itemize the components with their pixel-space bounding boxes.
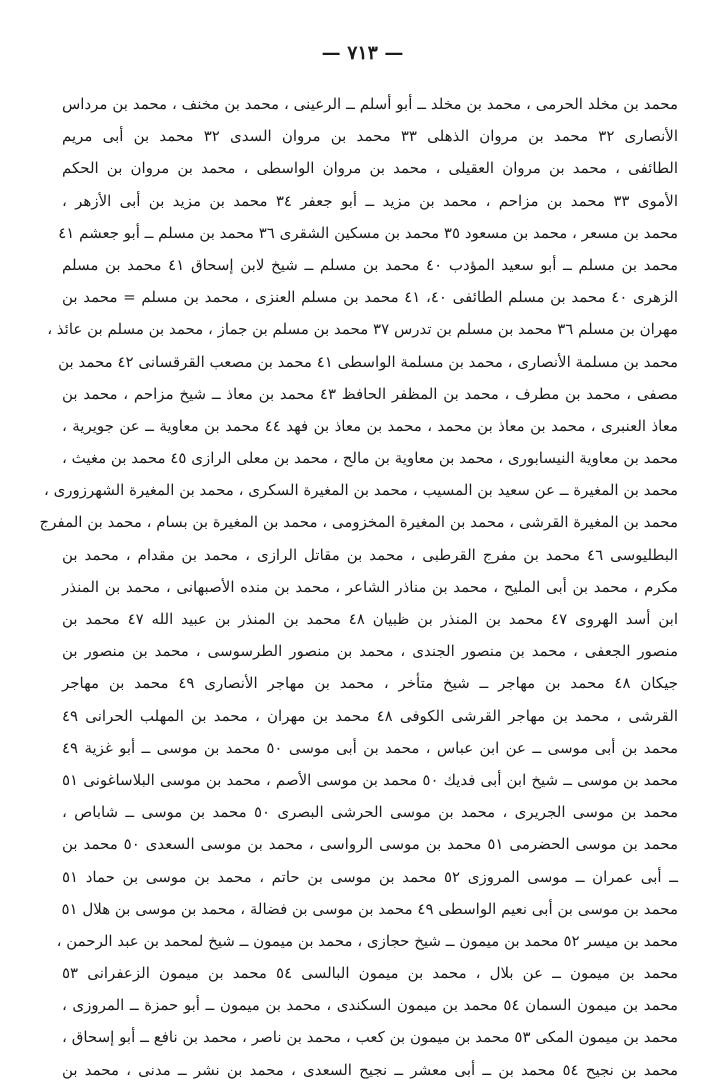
index-line: محمد بن مخلد الحرمى ، محمد بن مخلد ــ أبو أسلم ــ الرعينى ، محمد بن مخنف ، محمد بن مرداس <box>62 95 678 113</box>
index-line: محمد بن المغيرة ــ عن سعيد بن المسيب ، محمد بن المغيرة السكرى ، محمد بن المغيرة الشهرزورى ، <box>43 481 678 500</box>
index-line: منصور الجعفى ، محمد بن منصور الجندى ، محمد بن منصور الطرسوسى ، محمد بن منصور بن <box>62 642 678 661</box>
index-line: مكرم ، محمد بن أبى المليح ، محمد بن مناذر الشاعر ، محمد بن منده الأصبهانى ، محمد بن المنذر <box>62 577 678 596</box>
index-line: ــ أبى عمران ــ موسى المروزى ٥٢ محمد بن موسى بن حاتم ، محمد بن موسى بن حماد ٥١ <box>62 867 678 886</box>
index-line: مهران بن مسلم ٣٦ محمد بن مسلم بن تدرس ٣٧ محمد بن مسلم بن جماز ، محمد بن مسلم بن عائذ ، <box>47 320 678 339</box>
index-line: محمد بن نجيح ٥٤ محمد بن ــ أبى معشر ــ نجيح السعدى ، محمد بن نشر ــ مدنى ، محمد بن <box>62 1060 678 1079</box>
index-line: محمد بن موسى ــ شيخ ابن أبى فديك ٥٠ محمد بن موسى الأصم ، محمد بن موسى البلاساغونى ٥١ <box>62 770 678 789</box>
index-line: محمد بن موسى الجريرى ، محمد بن موسى الحرشى البصرى ٥٠ محمد بن موسى ــ شاباص ، <box>62 803 679 822</box>
index-line: محمد بن ميمون ــ عن بلال ، محمد بن ميمون البالسى ٥٤ محمد بن ميمون الزعفرانى ٥٣ <box>62 964 678 983</box>
index-line: الزهرى ٤٠ محمد بن مسلم الطائفى ٤٠، ٤١ محمد بن مسلم العنزى ، محمد بن مسلم = محمد بن <box>62 288 678 307</box>
index-line: محمد بن معاوية النيسابورى ، محمد بن معاوية بن مالح ، محمد بن معلى الرازى ٤٥ محمد بن مغيث ، <box>62 449 678 468</box>
index-line: ابن أسد الهروى ٤٧ محمد بن المنذر بن ظبيان ٤٨ محمد بن المنذر بن عبيد الله ٤٧ محمد بن <box>62 610 678 628</box>
index-line: القرشى ، محمد بن مهاجر القرشى الكوفى ٤٨ محمد بن مهران ، محمد بن المهلب الحرانى ٤٩ <box>62 706 679 725</box>
index-line: الأنصارى ٣٢ محمد بن مروان الذهلى ٣٣ محمد بن مروان السدى ٣٢ محمد بن أبى مريم <box>62 127 678 146</box>
index-line: مصفى ، محمد بن مطرف ، محمد بن المظفر الحافظ ٤٣ محمد بن معاذ ــ شيخ مزاحم ، محمد بن <box>62 384 678 403</box>
page-number: — ٧١٣ — <box>321 42 404 64</box>
index-line: محمد بن موسى الحضرمى ٥١ محمد بن موسى الرواسى ، محمد بن موسى السعدى ٥٠ محمد بن <box>62 835 678 854</box>
index-line: محمد بن المغيرة القرشى ، محمد بن المغيرة المخزومى ، محمد بن المغيرة بن بسام ، محمد بن المفرج <box>39 513 678 532</box>
index-text <box>39 88 679 1086</box>
index-line: محمد بن مسلم ــ أبو سعيد المؤدب ٤٠ محمد بن مسلم ــ شيخ لابن إسحاق ٤١ محمد بن مسلم <box>62 255 678 274</box>
index-line: محمد بن ميمون المكى ٥٣ محمد بن ميمون بن كعب ، محمد بن ناصر ، محمد بن نافع ــ أبو إسحاق ، <box>62 1028 678 1047</box>
index-line: الأموى ٣٣ محمد بن مزاحم ، محمد بن مزيد ــ أبو جعفر ٣٤ محمد بن مزيد بن أبى الأزهر ، <box>62 191 678 210</box>
index-line: محمد بن موسى بن أبى نعيم الواسطى ٤٩ محمد بن موسى بن فضالة ، محمد بن موسى بن هلال ٥١ <box>61 899 678 918</box>
index-line: البطليوسى ٤٦ محمد بن مفرج القرطبى ، محمد بن مقاتل الرازى ، محمد بن مقدام ، محمد بن <box>62 545 678 564</box>
index-line: جيكان ٤٨ محمد بن مهاجر ــ شيخ متأخر ، محمد بن مهاجر الأنصارى ٤٩ محمد بن مهاجر <box>62 674 678 693</box>
index-line: معاذ العنبرى ، محمد بن معاذ بن محمد ، محمد بن معاذ بن فهد ٤٤ محمد بن معاوية ــ عن جويرية ، <box>62 416 678 435</box>
index-line: الطائفى ، محمد بن مروان العقيلى ، محمد بن مروان الواسطى ، محمد بن مروان بن الحكم <box>62 159 678 178</box>
index-line: محمد بن مسعر ، محمد بن مسعود ٣٥ محمد بن مسكين الشقرى ٣٦ محمد بن مسلم ــ أبو جعشم ٤١ <box>58 223 678 242</box>
index-line: محمد بن أبى موسى ــ عن ابن عباس ، محمد بن أبى موسى ٥٠ محمد بن موسى ــ أبو غزية ٤٩ <box>62 738 678 757</box>
index-line: محمد بن مسلمة الأنصارى ، محمد بن مسلمة الواسطى ٤١ محمد بن مصعب القرقسانى ٤٢ محمد بن <box>58 352 678 371</box>
index-line: محمد بن ميسر ٥٢ محمد بن ميمون ــ شيخ حجازى ، محمد بن ميمون ــ شيخ لمحمد بن عبد الرحمن ، <box>56 931 678 950</box>
index-line: محمد بن ميمون السمان ٥٤ محمد بن ميمون السكندى ، محمد بن ميمون ــ أبو حمزة ــ المروزى ، <box>62 996 678 1015</box>
